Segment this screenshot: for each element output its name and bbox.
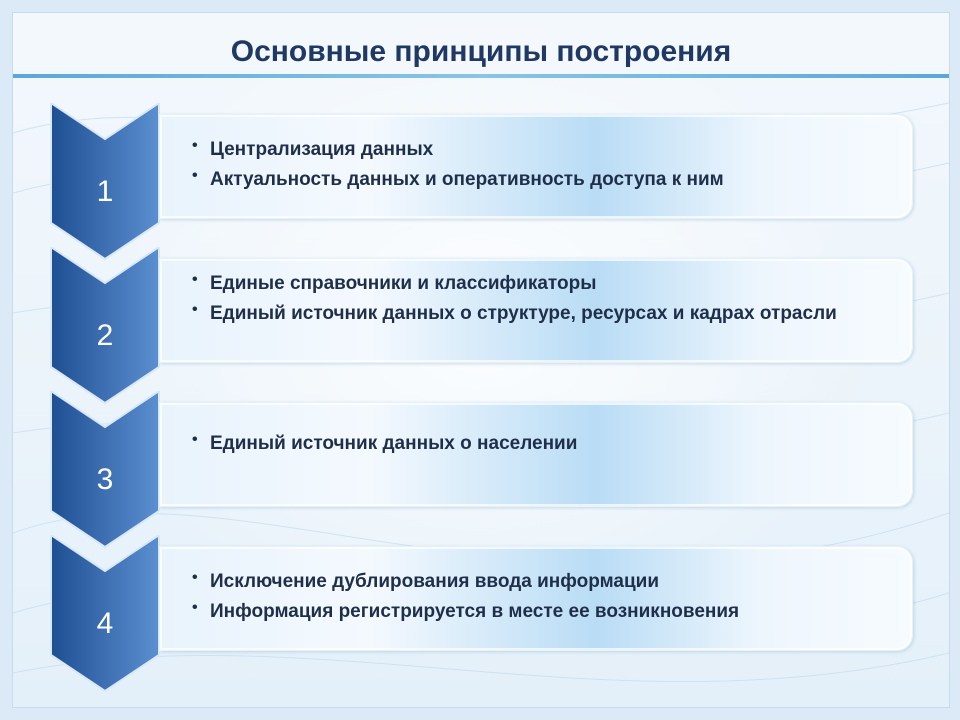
bullet-item: • Исключение дублирования ввода информации: [190, 569, 890, 595]
step-number-1: 1: [96, 175, 114, 208]
page-title: Основные принципы построения: [230, 35, 732, 68]
step-bullets-2: [190, 271, 890, 331]
step-bullets-4: [190, 569, 890, 629]
step-box-3: [159, 402, 913, 507]
step-number-4: 4: [96, 607, 114, 640]
step-number-3: 3: [96, 463, 114, 496]
step-box-4: [159, 546, 913, 651]
slide: [12, 12, 950, 708]
title-divider: [13, 74, 949, 78]
bullet-item: • Единый источник данных о структуре, ресурсах и кадрах отрасли: [190, 301, 850, 327]
step-box-1: [159, 114, 913, 219]
bullet-item: • Единые справочники и классификаторы: [190, 271, 890, 297]
bullet-item: • Информация регистрируется в месте ее возникновения: [190, 599, 890, 625]
step-bullets-1: [190, 137, 890, 197]
step-bullets-3: [190, 431, 890, 461]
bullet-item: • Централизация данных: [190, 137, 890, 163]
step-box-2: [159, 258, 913, 363]
bullet-item: • Актуальность данных и оперативность доступа к ним: [190, 167, 890, 193]
step-number-2: 2: [96, 319, 114, 352]
bullet-item: • Единый источник данных о населении: [190, 431, 890, 457]
